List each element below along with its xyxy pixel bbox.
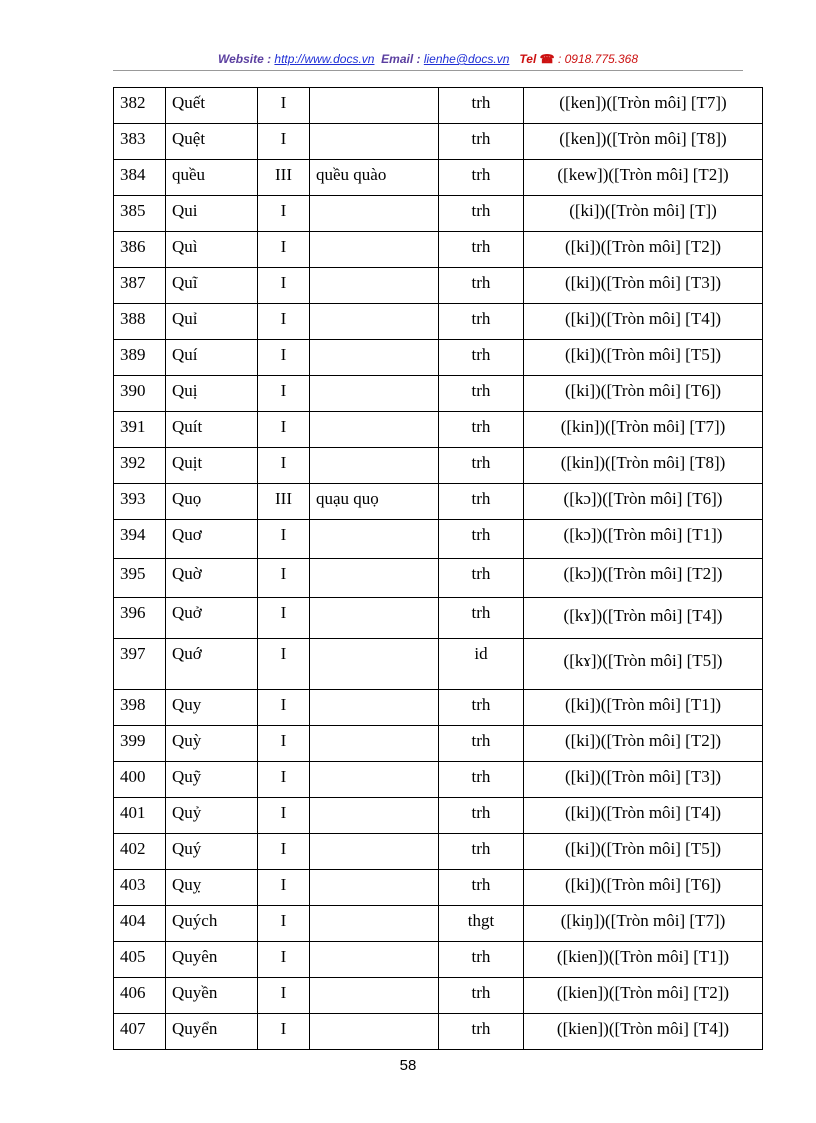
cell-num: 395 [114,559,166,598]
cell-cat: trh [439,232,524,268]
cell-cat: trh [439,834,524,870]
word-table-body [114,88,763,1050]
cell-note [310,762,439,798]
cell-note [310,834,439,870]
cell-cat: trh [439,88,524,124]
cell-type: I [258,834,310,870]
cell-type: I [258,1014,310,1050]
cell-word: Quỷ [166,798,258,834]
cell-num: 406 [114,978,166,1014]
cell-type: I [258,88,310,124]
page-header [113,52,743,66]
cell-ipa: ([kɔ])([Tròn môi] [T2]) [524,559,763,598]
cell-num: 398 [114,690,166,726]
cell-note [310,1014,439,1050]
cell-num: 384 [114,160,166,196]
cell-cat: trh [439,484,524,520]
phone-number: : 0918.775.368 [554,52,639,66]
cell-word: Quy [166,690,258,726]
table-row [114,376,763,412]
cell-num: 402 [114,834,166,870]
cell-type: I [258,639,310,690]
cell-type: I [258,448,310,484]
cell-ipa: ([kɤ])([Tròn môi] [T5]) [524,639,763,690]
cell-num: 394 [114,520,166,559]
cell-cat: trh [439,870,524,906]
table-row [114,124,763,160]
cell-cat: trh [439,412,524,448]
cell-ipa: ([kin])([Tròn môi] [T7]) [524,412,763,448]
cell-cat: trh [439,124,524,160]
cell-type: I [258,412,310,448]
table-row [114,906,763,942]
cell-ipa: ([ki])([Tròn môi] [T3]) [524,268,763,304]
cell-cat: id [439,639,524,690]
cell-word: Quyền [166,978,258,1014]
cell-note [310,690,439,726]
cell-word: Quých [166,906,258,942]
table-row [114,798,763,834]
cell-type: I [258,376,310,412]
cell-note [310,798,439,834]
website-label: Website : [217,52,275,66]
cell-num: 401 [114,798,166,834]
cell-note [310,340,439,376]
cell-cat: trh [439,762,524,798]
phone-icon: ☎ [539,52,555,66]
cell-type: I [258,942,310,978]
cell-num: 385 [114,196,166,232]
cell-cat: trh [439,1014,524,1050]
cell-note [310,376,439,412]
cell-cat: trh [439,268,524,304]
cell-cat: trh [439,559,524,598]
cell-num: 389 [114,340,166,376]
cell-type: I [258,726,310,762]
cell-ipa: ([ken])([Tròn môi] [T8]) [524,124,763,160]
cell-note [310,448,439,484]
table-row [114,196,763,232]
cell-ipa: ([ki])([Tròn môi] [T]) [524,196,763,232]
cell-ipa: ([kew])([Tròn môi] [T2]) [524,160,763,196]
cell-num: 382 [114,88,166,124]
table-row [114,232,763,268]
cell-cat: trh [439,942,524,978]
cell-ipa: ([kien])([Tròn môi] [T2]) [524,978,763,1014]
cell-word: Quỉ [166,304,258,340]
cell-num: 393 [114,484,166,520]
cell-word: quều [166,160,258,196]
cell-type: I [258,978,310,1014]
cell-word: Quí [166,340,258,376]
cell-type: I [258,906,310,942]
cell-note [310,978,439,1014]
cell-ipa: ([ki])([Tròn môi] [T3]) [524,762,763,798]
email-label: Email [381,52,414,66]
cell-num: 396 [114,598,166,639]
cell-cat: trh [439,520,524,559]
table-row [114,598,763,639]
cell-type: I [258,340,310,376]
cell-num: 392 [114,448,166,484]
cell-note [310,124,439,160]
table-row [114,448,763,484]
cell-type: I [258,598,310,639]
cell-word: Quịt [166,448,258,484]
cell-word: Quĩ [166,268,258,304]
cell-note [310,559,439,598]
table-row [114,978,763,1014]
table-row [114,160,763,196]
cell-type: I [258,520,310,559]
table-row [114,726,763,762]
cell-cat: trh [439,160,524,196]
cell-cat: thgt [439,906,524,942]
cell-ipa: ([ki])([Tròn môi] [T2]) [524,726,763,762]
cell-type: I [258,196,310,232]
cell-ipa: ([kien])([Tròn môi] [T1]) [524,942,763,978]
cell-ipa: ([ki])([Tròn môi] [T2]) [524,232,763,268]
cell-word: Quọ [166,484,258,520]
header-divider [113,70,743,71]
cell-cat: trh [439,304,524,340]
table-row [114,559,763,598]
cell-num: 391 [114,412,166,448]
cell-word: Quơ [166,520,258,559]
cell-ipa: ([kiŋ])([Tròn môi] [T7]) [524,906,763,942]
cell-note [310,906,439,942]
cell-ipa: ([ken])([Tròn môi] [T7]) [524,88,763,124]
cell-word: Quỵ [166,870,258,906]
page-number: 58 [399,1057,417,1074]
cell-note [310,520,439,559]
cell-ipa: ([ki])([Tròn môi] [T4]) [524,798,763,834]
cell-ipa: ([ki])([Tròn môi] [T4]) [524,304,763,340]
cell-ipa: ([kɔ])([Tròn môi] [T1]) [524,520,763,559]
email-separator: : [413,52,424,66]
cell-word: Quệt [166,124,258,160]
cell-word: Quỳ [166,726,258,762]
website-link[interactable]: http://www.docs.vn [274,52,375,66]
cell-ipa: ([ki])([Tròn môi] [T6]) [524,376,763,412]
cell-cat: trh [439,690,524,726]
table-row [114,88,763,124]
cell-word: Quyển [166,1014,258,1050]
cell-note [310,88,439,124]
cell-word: Quớ [166,639,258,690]
table-row [114,520,763,559]
cell-ipa: ([kɔ])([Tròn môi] [T6]) [524,484,763,520]
cell-cat: trh [439,196,524,232]
cell-num: 405 [114,942,166,978]
cell-note [310,870,439,906]
table-row [114,942,763,978]
cell-type: I [258,124,310,160]
cell-type: I [258,232,310,268]
cell-word: Quì [166,232,258,268]
cell-cat: trh [439,340,524,376]
cell-num: 387 [114,268,166,304]
cell-ipa: ([kin])([Tròn môi] [T8]) [524,448,763,484]
cell-num: 404 [114,906,166,942]
tel-label: Tel [519,52,540,66]
cell-note [310,726,439,762]
cell-note [310,268,439,304]
cell-type: I [258,268,310,304]
cell-note [310,942,439,978]
table-row [114,870,763,906]
cell-num: 386 [114,232,166,268]
table-row [114,639,763,690]
cell-cat: trh [439,798,524,834]
cell-word: Quỹ [166,762,258,798]
cell-num: 403 [114,870,166,906]
word-table [113,87,763,1050]
cell-note [310,412,439,448]
email-link[interactable]: lienhe@docs.vn [423,52,510,66]
cell-type: I [258,690,310,726]
cell-num: 407 [114,1014,166,1050]
cell-note [310,598,439,639]
cell-word: Quị [166,376,258,412]
cell-cat: trh [439,978,524,1014]
cell-note: quạu quọ [310,484,439,520]
cell-num: 383 [114,124,166,160]
cell-type: I [258,304,310,340]
table-row [114,412,763,448]
cell-cat: trh [439,376,524,412]
cell-note [310,304,439,340]
cell-note [310,232,439,268]
cell-word: Quờ [166,559,258,598]
cell-note [310,639,439,690]
table-row [114,340,763,376]
cell-word: Quở [166,598,258,639]
table-row [114,834,763,870]
cell-word: Qui [166,196,258,232]
cell-word: Quyên [166,942,258,978]
cell-num: 388 [114,304,166,340]
cell-cat: trh [439,598,524,639]
cell-ipa: ([ki])([Tròn môi] [T5]) [524,340,763,376]
cell-note [310,196,439,232]
cell-ipa: ([ki])([Tròn môi] [T6]) [524,870,763,906]
table-row [114,268,763,304]
cell-num: 400 [114,762,166,798]
cell-ipa: ([kien])([Tròn môi] [T4]) [524,1014,763,1050]
cell-type: I [258,559,310,598]
cell-type: I [258,870,310,906]
cell-ipa: ([kɤ])([Tròn môi] [T4]) [524,598,763,639]
cell-type: III [258,160,310,196]
table-row [114,304,763,340]
table-row [114,484,763,520]
cell-type: I [258,762,310,798]
cell-word: Quý [166,834,258,870]
cell-word: Quết [166,88,258,124]
cell-type: I [258,798,310,834]
table-row [114,690,763,726]
cell-word: Quít [166,412,258,448]
table-row [114,762,763,798]
cell-ipa: ([ki])([Tròn môi] [T5]) [524,834,763,870]
table-row [114,1014,763,1050]
cell-cat: trh [439,726,524,762]
cell-num: 397 [114,639,166,690]
cell-type: III [258,484,310,520]
cell-note: quều quào [310,160,439,196]
cell-cat: trh [439,448,524,484]
cell-num: 399 [114,726,166,762]
cell-num: 390 [114,376,166,412]
cell-ipa: ([ki])([Tròn môi] [T1]) [524,690,763,726]
